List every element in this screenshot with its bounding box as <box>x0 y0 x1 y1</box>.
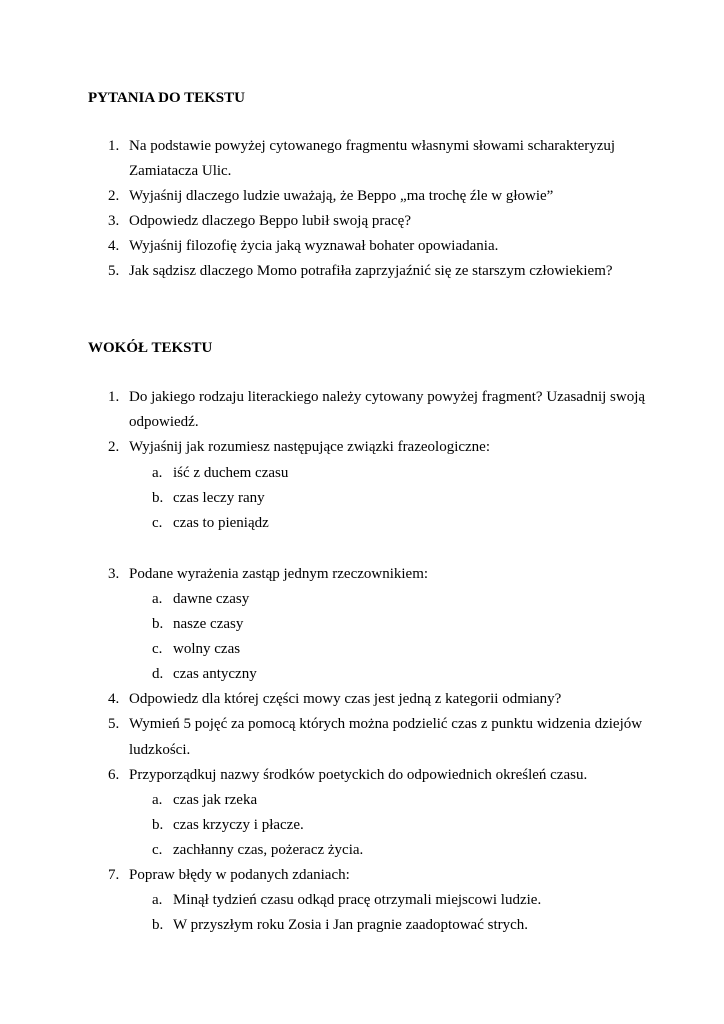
list-item-continuation: Zamiatacza Ulic. <box>129 163 232 179</box>
list-item-continuation: ludzkości. <box>129 742 191 758</box>
section-heading-around-text: WOKÓŁ TEKSTU <box>88 340 213 356</box>
document-page: PYTANIA DO TEKSTU 1. Na podstawie powyżej cytowanego fragmentu własnymi słowami scharakteryzuj Zamiatacza Ulic. 2. Wyjaśnij dlaczego ludzie uważają, że Beppo „ma trochę źle w głowie” 3. Odpowiedz dlaczego Beppo lubił swoją pracę? 4. Wyjaśnij filozofię życia jaką wyznawał bohater opowiadania. 5. Jak sądzisz dlaczego Momo potrafiła zaprzyjaźnić się ze starszym człowiekiem? WOKÓŁ TEKSTU 1. Do jakiego rodzaju literackiego należy cytowany powyżej fragment? Uzasadnij swoją odpowiedź. 2. Wyjaśnij jak rozumiesz następujące związki frazeologiczne: a. iść z duchem czasu b. czas leczy rany c. czas to pieniądz 3. Podane wyrażenia zastąp jednym rzeczownikiem: a. dawne czasy b. nasze czasy c. wolny czas d. czas antyczny 4. Odpowiedz dla której części mowy czas jest jedną z kategorii odmiany? 5. Wymień 5 pojęć za pomocą których można podzielić czas z punktu widzenia dziejów ludzkości. 6. Przyporządkuj nazwy środków poetyckich do odpowiednich określeń czasu. a. czas jak rzeka b. czas krzyczy i płacze. c. zachłanny czas, pożeracz życia. 7. Popraw błędy w podanych zdaniach: a. Minął tydzień czasu odkąd pracę otrzymali miejscowi ludzie. b. W przyszłym roku Zosia i Jan pragnie zaadoptować strych. <box>88 90 646 933</box>
list-item-continuation: odpowiedź. <box>129 414 199 430</box>
section-heading-questions: PYTANIA DO TEKSTU <box>88 90 245 106</box>
